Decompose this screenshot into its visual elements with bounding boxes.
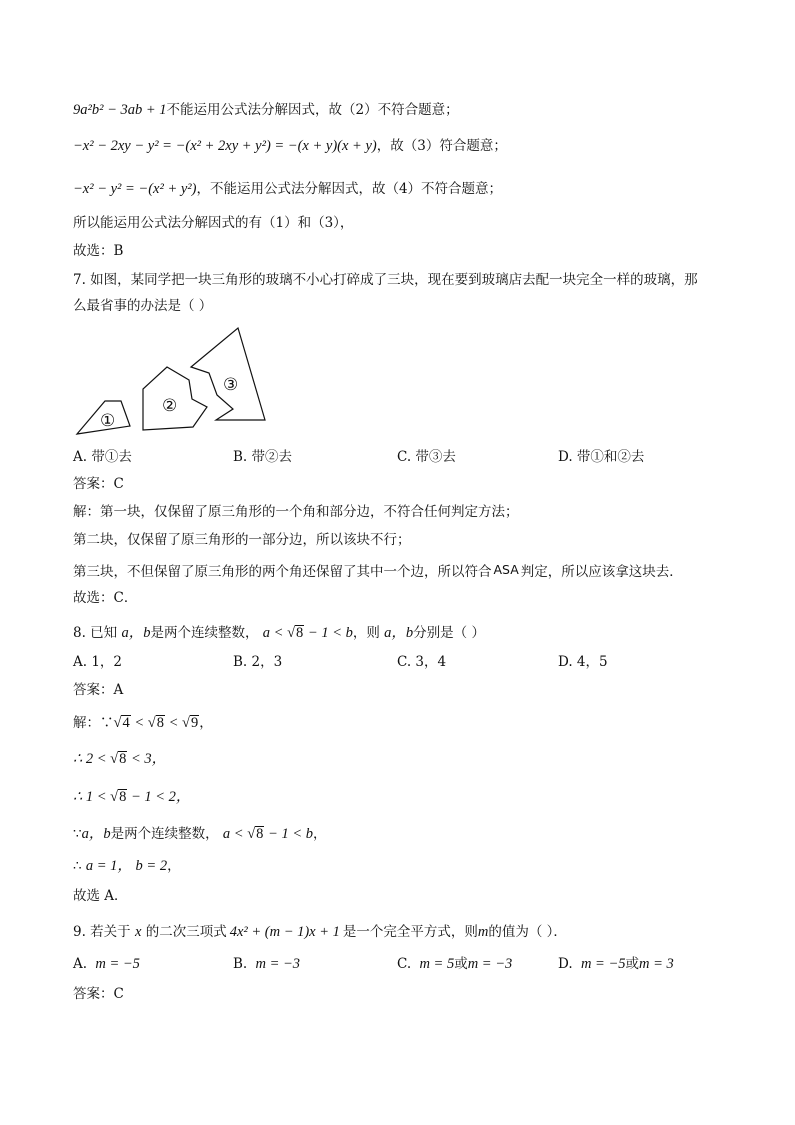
q9-stem <box>73 923 567 941</box>
q9-option-c <box>397 955 512 973</box>
q7-glass-figure <box>72 322 272 440</box>
math-expression: m = −3 <box>255 956 301 972</box>
math-expression: m = −5 <box>580 956 626 972</box>
text: 8. 已知 <box>73 625 118 641</box>
text: ， <box>167 858 181 874</box>
text: 是两个连续整数， <box>110 826 219 842</box>
q8-step-1: 解：∵√4 < √8 < √9， <box>73 715 213 731</box>
radicand: 8 <box>119 751 127 767</box>
variables: a，b <box>121 625 151 641</box>
math-expression: m = −5 <box>95 956 140 972</box>
text: ， <box>312 826 327 842</box>
q9-option-a <box>73 955 140 973</box>
q8-step-2: ∴ 2 < √8 < 3， <box>73 751 167 767</box>
math-expression: m = 3 <box>638 956 674 972</box>
math-expression: 9a²b² − 3ab + 1 <box>73 102 167 118</box>
text: ∵ <box>73 826 82 842</box>
q7-option-d: D. 带①和②去 <box>558 449 645 465</box>
text: 9. 若关于 <box>73 924 131 940</box>
line-q6-expr1 <box>73 101 459 119</box>
radicand: 8 <box>296 625 304 641</box>
q8-final: 故选 A． <box>73 888 128 904</box>
q9-option-b <box>233 955 300 973</box>
text: 或 <box>625 956 639 972</box>
glass-piece-3 <box>191 328 265 420</box>
q8-option-d: D. 4，5 <box>558 654 608 670</box>
q7-stem-line1: 7. 如图，某同学把一块三角形的玻璃不小心打碎成了三块，现在要到玻璃店去配一块完全一样的玻璃，那 <box>73 272 698 288</box>
q8-answer: 答案：A <box>73 682 124 698</box>
piece-label-1: ① <box>100 411 116 431</box>
math-part: < <box>168 715 179 731</box>
text: ， <box>199 715 213 731</box>
option-letter: B. <box>233 956 248 972</box>
math-part: ∴ 1 < <box>73 789 107 805</box>
q7-option-c: C. 带③去 <box>397 449 456 465</box>
math-expression: −x² − y² = −(x² + y²) <box>73 181 197 197</box>
math-expression: −x² − 2xy − y² = −(x² + 2xy + y²) = −(x + y)(x + y) <box>73 138 377 154</box>
variable: m <box>477 924 489 940</box>
text: 的二次三项式 <box>145 924 227 940</box>
line-q6-conclusion: 所以能运用公式法分解因式的有（1）和（3）， <box>73 215 354 231</box>
q9-option-d <box>558 955 674 973</box>
math-expression: m = 5 <box>419 956 455 972</box>
piece-label-3: ③ <box>223 375 239 395</box>
q8-step-4: ∵a，b是两个连续整数， a < √8 − 1 < b， <box>73 826 327 842</box>
text: 解：∵ <box>73 715 114 731</box>
variables: a，b <box>384 625 414 641</box>
piece-label-2: ② <box>162 396 178 416</box>
asa-label: ASA <box>493 562 519 577</box>
line-q6-choice: 故选：B <box>73 243 124 259</box>
radicand: 8 <box>119 789 127 805</box>
math-part: a < <box>222 826 244 842</box>
line-q6-expr3 <box>73 180 502 198</box>
q8-step-5 <box>73 857 181 875</box>
text: ，不能运用公式法分解因式，故（4）不符合题意； <box>196 181 503 197</box>
option-letter: C. <box>397 956 412 972</box>
variables: a，b <box>81 826 111 842</box>
q8-option-b: B. 2，3 <box>233 654 283 670</box>
text: ，则 <box>352 625 380 641</box>
q7-explanation-2: 第二块，仅保留了原三角形的一部分边，所以该块不行； <box>73 532 411 548</box>
q7-option-b: B. 带②去 <box>233 449 293 465</box>
q7-stem-line2: 么最省事的办法是（ ） <box>73 298 213 314</box>
text: 是两个连续整数， <box>150 625 259 641</box>
math-expression: a = 1， b = 2 <box>85 858 168 874</box>
math-expression: 4x² + (m − 1)x + 1 <box>229 924 340 940</box>
math-expression: m = −3 <box>467 956 513 972</box>
math-part: a < <box>262 625 284 641</box>
text: ∴ <box>73 858 82 874</box>
math-part: < 3， <box>130 751 167 767</box>
q7-answer: 答案：C <box>73 476 124 492</box>
radicand: 8 <box>256 826 264 842</box>
math-part: < <box>134 715 145 731</box>
radicand: 4 <box>122 715 130 731</box>
inequality: a < √8 − 1 < b <box>262 625 353 641</box>
math-part: ∴ 2 < <box>73 751 107 767</box>
math-part: − 1 < 2， <box>130 789 191 805</box>
line-q6-expr2 <box>73 137 507 155</box>
radicand: 8 <box>156 715 164 731</box>
q8-option-a: A. 1，2 <box>73 654 123 670</box>
q8-option-c: C. 3，4 <box>397 654 447 670</box>
text: ，故（3）符合题意； <box>376 138 507 154</box>
option-letter: A. <box>73 956 88 972</box>
q9-answer: 答案：C <box>73 986 124 1002</box>
text: 不能运用公式法分解因式，故（2）不符合题意； <box>166 102 459 118</box>
text: 分别是（ ） <box>413 625 485 641</box>
math-part: − 1 < b <box>307 625 353 641</box>
q7-explanation-3 <box>73 561 683 581</box>
text: 第三块，不但保留了原三角形的两个角还保留了其中一个边，所以符合 <box>73 564 492 580</box>
q7-final: 故选：C． <box>73 590 138 606</box>
q8-step-3: ∴ 1 < √8 − 1 < 2， <box>73 789 191 805</box>
option-letter: D. <box>558 956 573 972</box>
radicand: 9 <box>191 715 199 731</box>
q7-explanation-1: 解：第一块，仅保留了原三角形的一个角和部分边，不符合任何判定方法； <box>73 504 519 520</box>
q7-option-a: A. 带①去 <box>73 449 132 465</box>
text: 是一个完全平方式，则 <box>342 924 478 940</box>
q8-stem <box>73 624 485 642</box>
text: 或 <box>454 956 468 972</box>
variable: x <box>134 924 142 940</box>
math-part: − 1 < b <box>268 826 313 842</box>
text: 的值为（ ）． <box>488 924 567 940</box>
text: 判定，所以应该拿这块去． <box>520 564 683 580</box>
